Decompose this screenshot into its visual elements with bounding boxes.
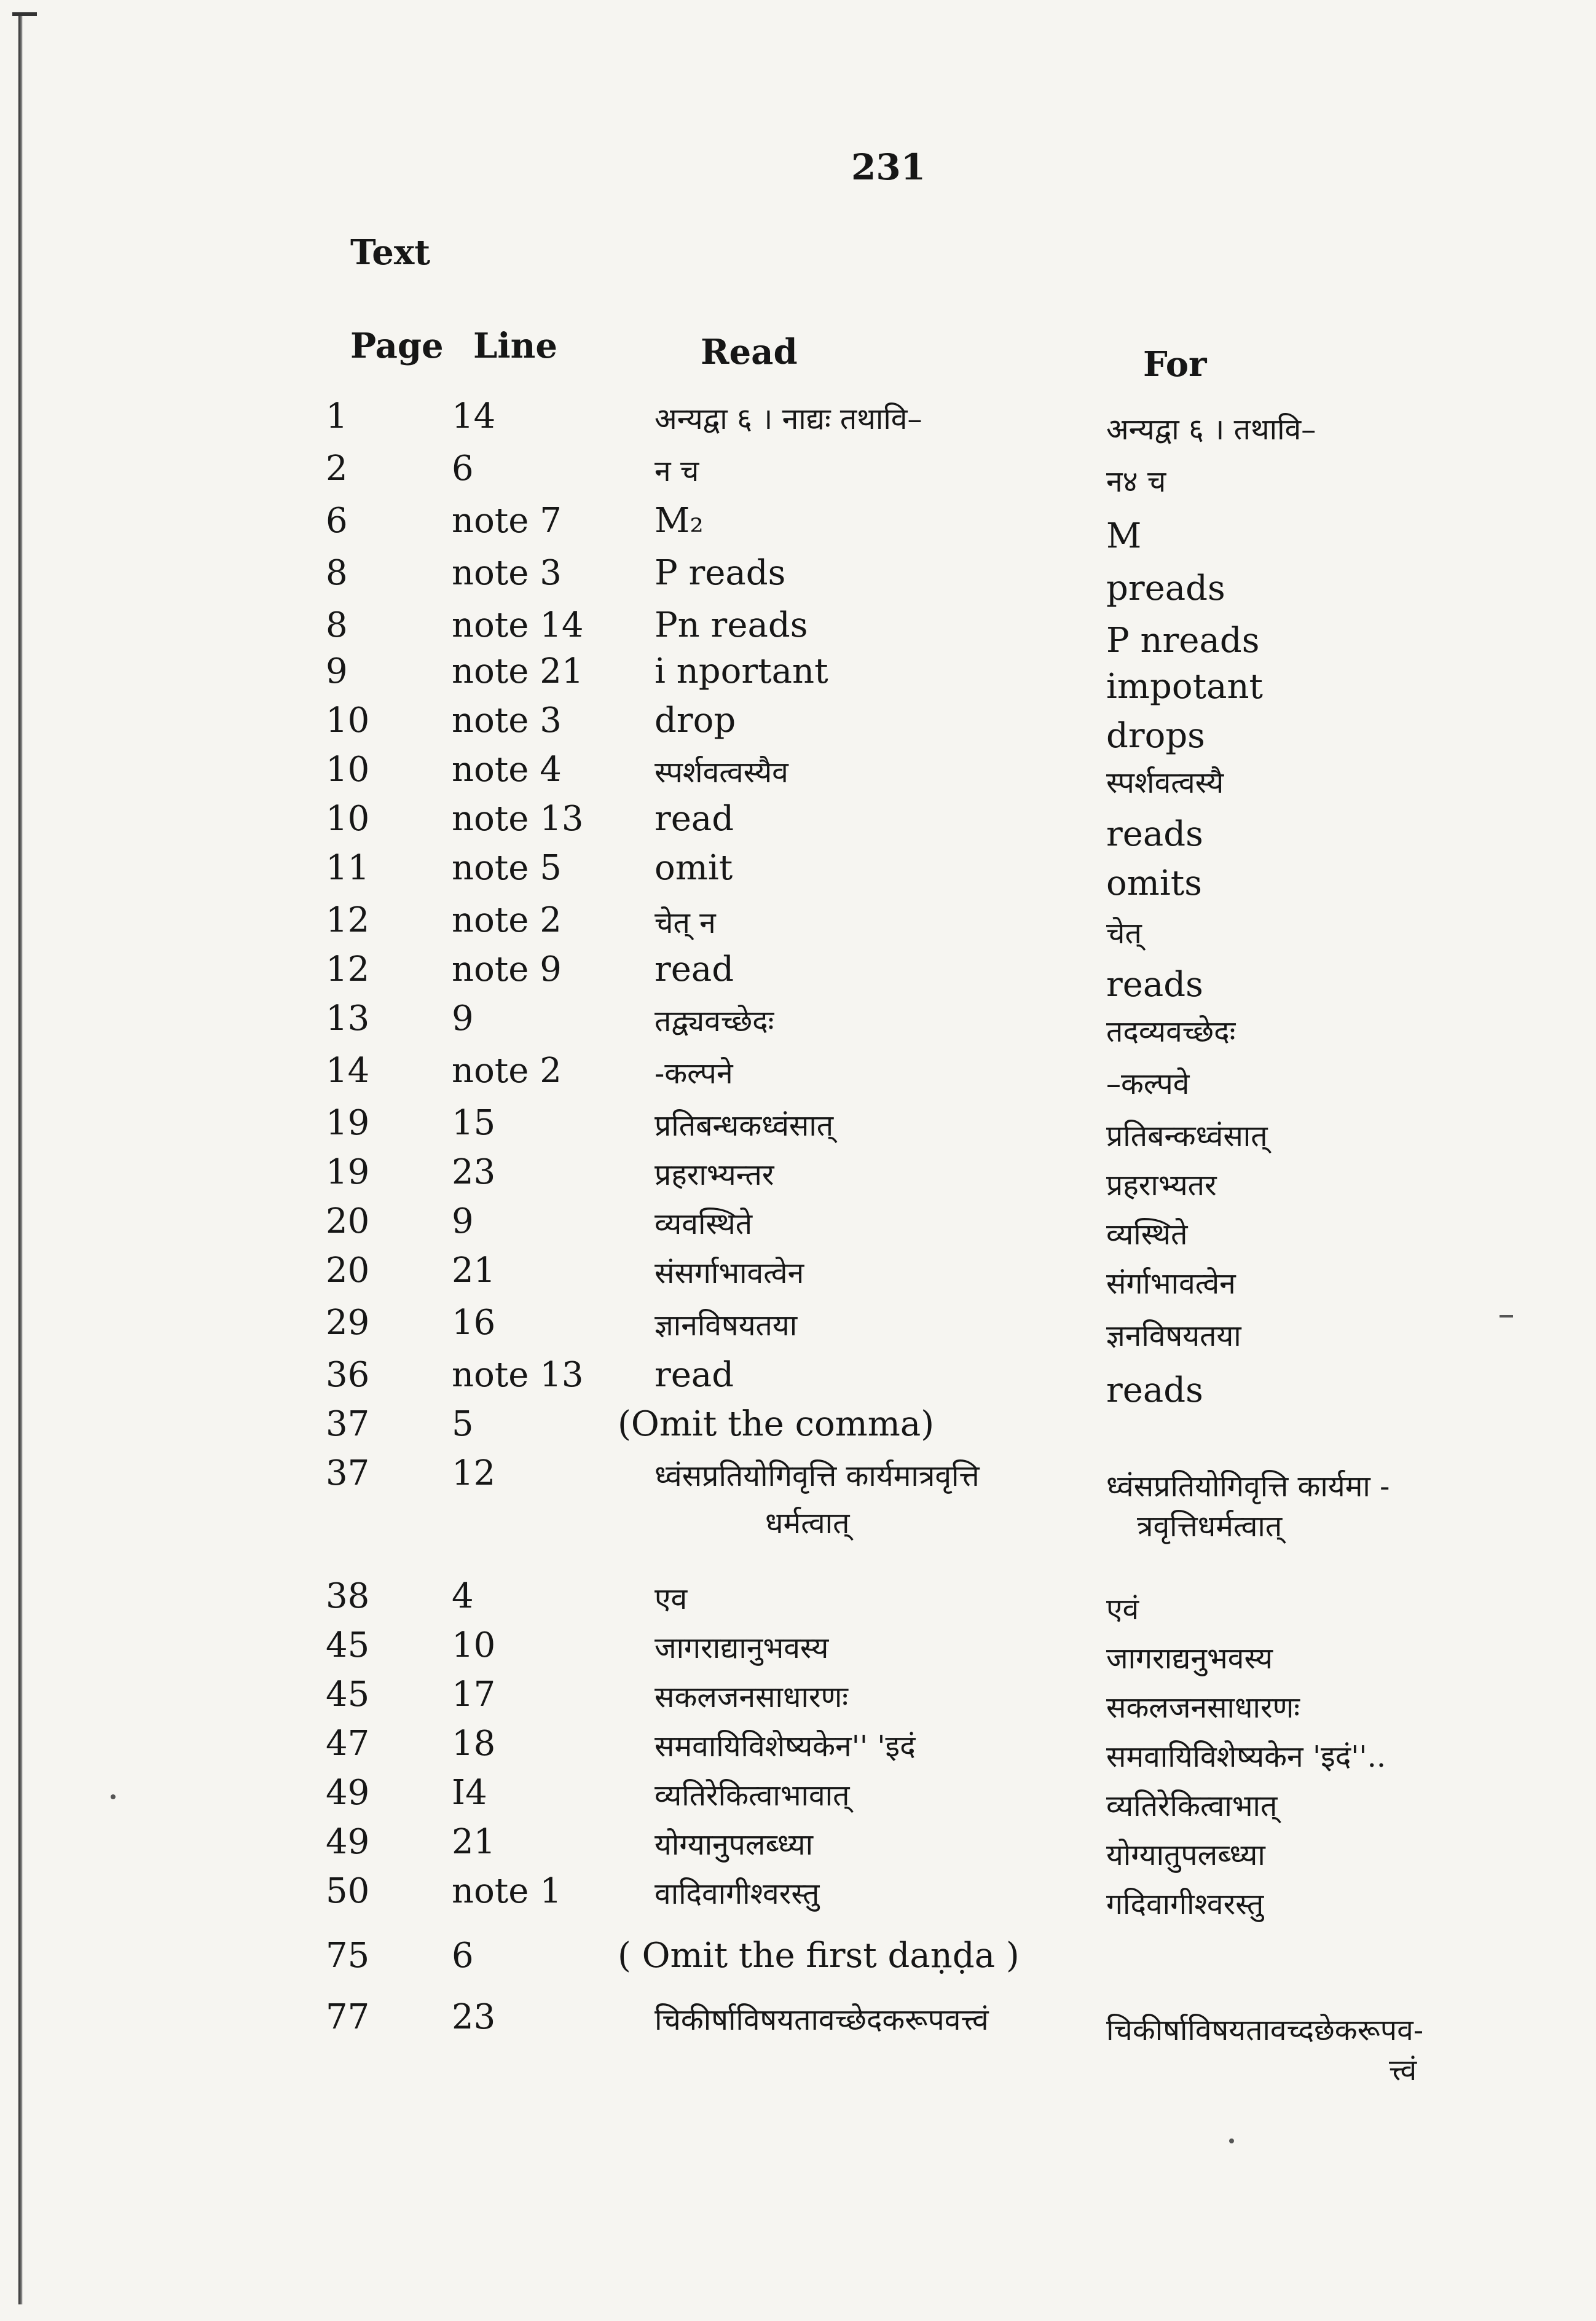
row-read-text-cont: धर्मत्वात् xyxy=(765,1506,850,1541)
row-page-number: 9 xyxy=(326,651,348,691)
row-for-text: गदिवागीश्वरस्तु xyxy=(1106,1887,1264,1922)
row-line-ref: note 9 xyxy=(452,949,562,989)
row-read-text: योग्यानुपलब्ध्या xyxy=(655,1828,814,1862)
row-page-number: 29 xyxy=(326,1303,370,1343)
row-line-ref: 9 xyxy=(452,999,474,1039)
row-read-text: read xyxy=(655,1355,734,1395)
row-for-text: –कल्पवे xyxy=(1106,1067,1190,1101)
row-line-ref: I4 xyxy=(452,1773,487,1813)
row-read-text: जागराद्यानुभवस्य xyxy=(655,1631,829,1665)
row-read-text: ध्वंसप्रतियोगिवृत्ति कार्यमात्रवृत्ति xyxy=(655,1459,980,1493)
row-page-number: 75 xyxy=(326,1936,370,1976)
row-page-number: 8 xyxy=(326,605,348,645)
row-read-text: तद्व्यवच्छेदः xyxy=(655,1004,774,1039)
row-for-text: reads xyxy=(1106,965,1203,1005)
row-read-text: संसर्गाभावत्वेन xyxy=(655,1256,804,1290)
row-read-text: स्पर्शवत्वस्यैव xyxy=(655,755,788,790)
row-line-ref: 14 xyxy=(452,396,496,436)
row-page-number: 8 xyxy=(326,553,348,593)
row-for-text: preads xyxy=(1106,568,1225,608)
row-page-number: 45 xyxy=(326,1625,370,1665)
row-read-text: अन्यद्वा ६ । नाद्यः तथावि– xyxy=(655,402,922,436)
row-page-number: 10 xyxy=(326,799,370,839)
row-page-number: 45 xyxy=(326,1675,370,1714)
row-for-text: सकलजनसाधारणः xyxy=(1106,1691,1300,1725)
row-page-number: 50 xyxy=(326,1871,370,1911)
row-read-text: read xyxy=(655,949,734,989)
row-page-number: 13 xyxy=(326,999,370,1039)
row-read-text: P reads xyxy=(655,553,786,593)
row-for-text: समवायिविशेष्यकेन 'इदं''.. xyxy=(1106,1740,1386,1774)
row-for-text: चेत् xyxy=(1106,916,1142,951)
row-line-ref: 10 xyxy=(452,1625,496,1665)
row-read-text: प्रहराभ्यन्तर xyxy=(655,1158,774,1192)
row-for-text: drops xyxy=(1106,716,1205,756)
row-for-text: प्रतिबन्कध्वंसात् xyxy=(1106,1119,1268,1153)
row-read-text: प्रतिबन्धकध्वंसात् xyxy=(655,1109,834,1143)
row-for-text: व्यतिरेकित्वाभात् xyxy=(1106,1789,1278,1823)
row-page-number: 10 xyxy=(326,701,370,740)
row-page-number: 2 xyxy=(326,449,348,489)
row-page-number: 49 xyxy=(326,1822,370,1862)
row-line-ref: 6 xyxy=(452,449,474,489)
row-page-number: 1 xyxy=(326,396,348,436)
row-for-text: संर्गाभावत्वेन xyxy=(1106,1267,1236,1301)
row-page-number: 19 xyxy=(326,1152,370,1192)
row-read-text: Pn reads xyxy=(655,605,808,645)
row-for-text: स्पर्शवत्वस्यै xyxy=(1106,766,1224,800)
row-line-ref: 23 xyxy=(452,1152,496,1192)
row-read-text: read xyxy=(655,799,734,839)
row-page-number: 11 xyxy=(326,848,370,888)
row-for-text: P nreads xyxy=(1106,621,1260,661)
row-for-text: चिकीर्षाविषयतावच्दछेकरूपव- xyxy=(1106,2013,1424,2048)
row-for-text-cont: त्रवृत्तिधर्मत्वात् xyxy=(1137,1509,1283,1544)
row-read-text: समवायिविशेष्यकेन'' 'इदं xyxy=(655,1729,916,1764)
row-line-ref: note 13 xyxy=(452,1355,584,1395)
row-line-ref: 5 xyxy=(452,1404,474,1444)
page-binding-edge xyxy=(18,12,23,2304)
margin-dot xyxy=(1229,2138,1234,2143)
row-page-number: 6 xyxy=(326,501,348,541)
row-for-text: जागराद्यनुभवस्य xyxy=(1106,1641,1273,1676)
row-page-number: 20 xyxy=(326,1201,370,1241)
row-read-text: सकलजनसाधारणः xyxy=(655,1680,848,1714)
row-page-number: 12 xyxy=(326,949,370,989)
column-header-line: Line xyxy=(473,326,557,366)
row-line-ref: note 4 xyxy=(452,750,562,790)
row-read-text: वादिवागीश्वरस्तु xyxy=(655,1877,820,1911)
row-page-number: 19 xyxy=(326,1103,370,1143)
row-line-ref: 16 xyxy=(452,1303,496,1343)
row-page-number: 49 xyxy=(326,1773,370,1813)
column-header-page: Page xyxy=(350,326,444,366)
row-for-text: तदव्यवच्छेदः xyxy=(1106,1015,1236,1049)
row-for-text: impotant xyxy=(1106,667,1264,707)
row-read-text: न च xyxy=(655,454,699,489)
row-line-ref: note 21 xyxy=(452,651,584,691)
row-line-ref: 21 xyxy=(452,1251,496,1290)
row-line-ref: note 13 xyxy=(452,799,584,839)
row-for-text: व्यस्थिते xyxy=(1106,1217,1188,1252)
row-for-text: reads xyxy=(1106,1370,1203,1410)
page-number: 231 xyxy=(851,146,926,188)
row-line-ref: 9 xyxy=(452,1201,474,1241)
column-header-for: For xyxy=(1143,344,1207,385)
row-line-ref: note 2 xyxy=(452,900,562,940)
row-line-ref: 15 xyxy=(452,1103,496,1143)
row-read-text: एव xyxy=(655,1582,688,1616)
row-page-number: 36 xyxy=(326,1355,370,1395)
row-read-text: ( Omit the first daṇḍa ) xyxy=(618,1936,1020,1976)
row-read-text: omit xyxy=(655,848,733,888)
row-page-number: 47 xyxy=(326,1724,370,1764)
row-read-text: व्यवस्थिते xyxy=(655,1207,753,1241)
row-page-number: 37 xyxy=(326,1453,370,1493)
row-for-text-cont: त्त्वं xyxy=(1389,2053,1417,2087)
row-read-text: M₂ xyxy=(655,501,704,541)
row-page-number: 37 xyxy=(326,1404,370,1444)
row-read-text: चिकीर्षाविषयतावच्छेदकरूपवत्त्वं xyxy=(655,2003,989,2037)
row-line-ref: 4 xyxy=(452,1576,474,1616)
row-line-ref: 18 xyxy=(452,1724,496,1764)
section-header: Text xyxy=(350,232,431,273)
row-line-ref: 12 xyxy=(452,1453,496,1493)
row-line-ref: note 14 xyxy=(452,605,584,645)
row-for-text: अन्यद्वा ६ । तथावि– xyxy=(1106,412,1316,447)
row-line-ref: note 2 xyxy=(452,1051,562,1091)
margin-mark xyxy=(1500,1315,1513,1318)
row-for-text: reads xyxy=(1106,814,1203,854)
row-line-ref: note 3 xyxy=(452,701,562,740)
row-for-text: ज्ञनविषयतया xyxy=(1106,1319,1241,1353)
row-read-text: ज्ञानविषयतया xyxy=(655,1308,798,1343)
row-read-text: (Omit the comma) xyxy=(618,1404,935,1444)
row-line-ref: note 7 xyxy=(452,501,562,541)
column-header-read: Read xyxy=(701,332,798,372)
row-for-text: न४ च xyxy=(1106,465,1166,499)
row-page-number: 10 xyxy=(326,750,370,790)
row-read-text: drop xyxy=(655,701,736,740)
row-read-text: चेत् न xyxy=(655,906,716,940)
row-page-number: 38 xyxy=(326,1576,370,1616)
row-line-ref: 21 xyxy=(452,1822,496,1862)
row-for-text: ध्वंसप्रतियोगिवृत्ति कार्यमा - xyxy=(1106,1469,1390,1504)
row-page-number: 77 xyxy=(326,1997,370,2037)
row-for-text: योग्यातुपलब्ध्या xyxy=(1106,1838,1265,1872)
row-line-ref: 6 xyxy=(452,1936,474,1976)
binding-tick xyxy=(12,12,37,16)
row-page-number: 12 xyxy=(326,900,370,940)
row-for-text: एवं xyxy=(1106,1592,1139,1627)
margin-dot xyxy=(111,1794,116,1799)
row-for-text: M xyxy=(1106,516,1142,556)
row-read-text: व्यतिरेकित्वाभावात् xyxy=(655,1778,850,1813)
row-for-text: प्रहराभ्यतर xyxy=(1106,1168,1217,1203)
row-line-ref: note 5 xyxy=(452,848,562,888)
row-line-ref: 23 xyxy=(452,1997,496,2037)
row-read-text: i nportant xyxy=(655,651,828,691)
row-page-number: 14 xyxy=(326,1051,370,1091)
row-line-ref: 17 xyxy=(452,1675,496,1714)
row-line-ref: note 3 xyxy=(452,553,562,593)
row-read-text: -कल्पने xyxy=(655,1056,733,1091)
row-line-ref: note 1 xyxy=(452,1871,562,1911)
row-page-number: 20 xyxy=(326,1251,370,1290)
row-for-text: omits xyxy=(1106,863,1202,903)
